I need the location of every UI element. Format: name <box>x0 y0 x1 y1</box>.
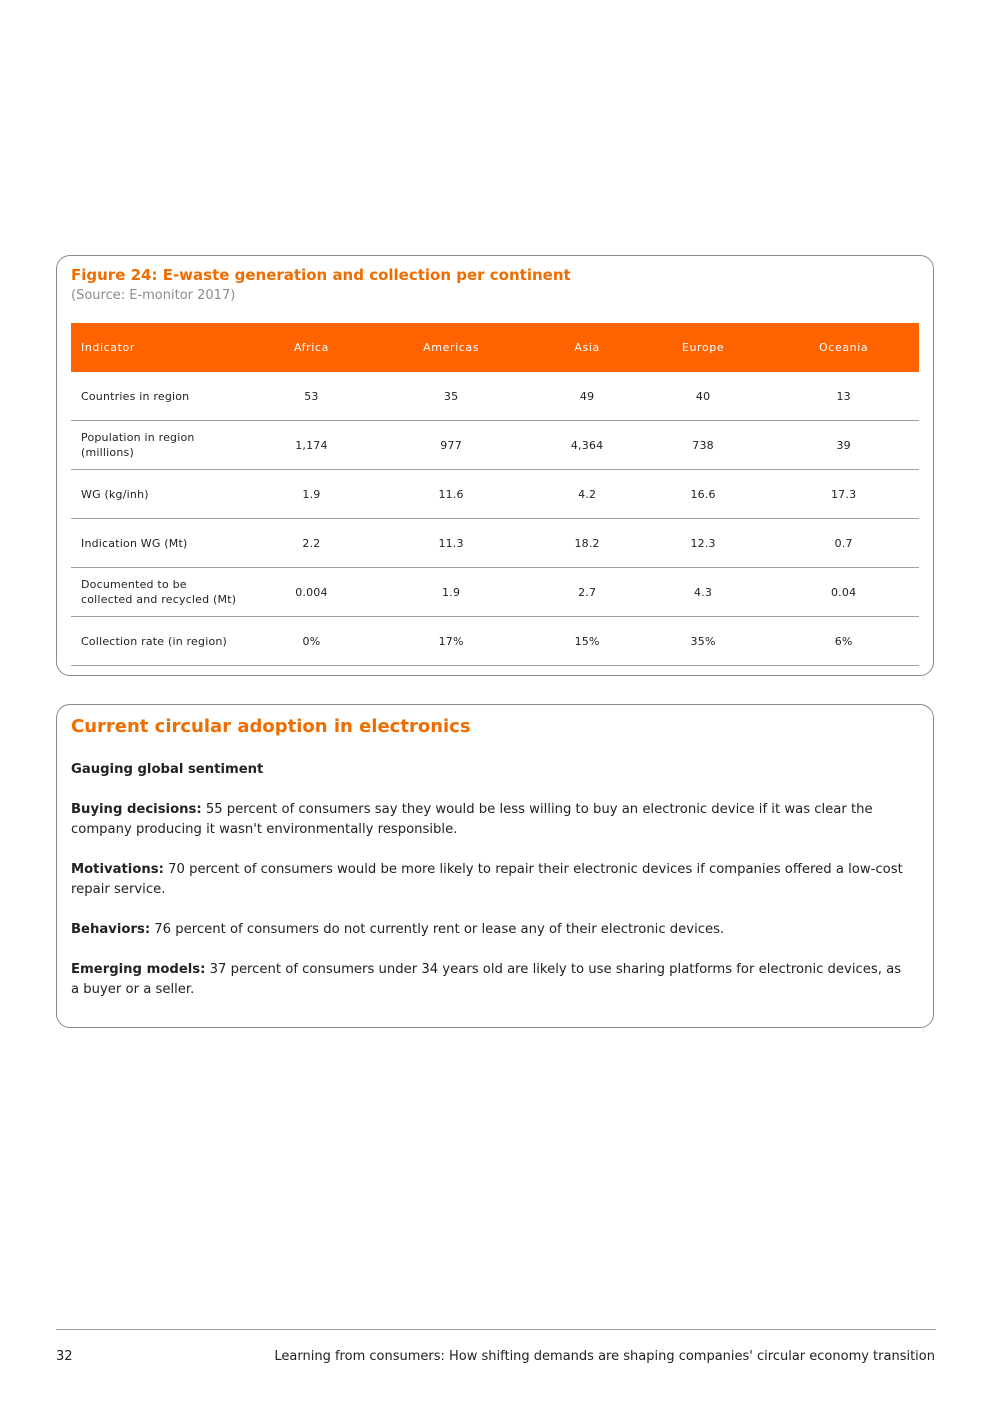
table-cell: 0.04 <box>768 568 919 617</box>
paragraph-text: 37 percent of consumers under 34 years old are likely to use sharing platforms for electronic devices, as a buyer or a seller. <box>71 962 902 997</box>
table-row <box>71 470 919 519</box>
section-body <box>71 760 911 1020</box>
table-cell: 16.6 <box>638 470 768 519</box>
table-row <box>71 372 919 421</box>
table-row <box>71 519 919 568</box>
row-label <box>71 421 257 470</box>
table-cell: 11.3 <box>366 519 536 568</box>
row-label-line: Collection rate (in region) <box>81 634 228 648</box>
row-label-line: Population in region <box>81 431 195 444</box>
table-cell: 35 <box>366 372 536 421</box>
row-label <box>71 519 257 568</box>
table-cell: 17% <box>366 617 536 666</box>
paragraph-lead: Buying decisions: <box>71 802 202 817</box>
paragraph-motivations <box>71 860 911 900</box>
paragraph-text: 70 percent of consumers would be more likely to repair their electronic devices if companies offered a low-cost repair service. <box>71 862 903 897</box>
footer-title: Learning from consumers: How shifting demands are shaping companies' circular economy transition <box>274 1349 935 1364</box>
table-row <box>71 617 919 666</box>
footer-divider <box>56 1329 936 1330</box>
table-cell: 11.6 <box>366 470 536 519</box>
table-cell: 977 <box>366 421 536 470</box>
paragraph-text: 55 percent of consumers say they would be less willing to buy an electronic device if it was clear the company producing it wasn't environmentally responsible. <box>71 802 873 837</box>
col-header-asia: Asia <box>536 323 638 372</box>
ewaste-table <box>71 323 919 666</box>
section-title: Current circular adoption in electronics <box>71 716 471 737</box>
table-cell: 4.3 <box>638 568 768 617</box>
paragraph-lead: Motivations: <box>71 862 164 877</box>
table-cell: 15% <box>536 617 638 666</box>
paragraph-buying-decisions <box>71 800 911 840</box>
paragraph-lead: Emerging models: <box>71 962 206 977</box>
figure-source: (Source: E-monitor 2017) <box>71 288 236 303</box>
table-cell: 13 <box>768 372 919 421</box>
table-cell: 17.3 <box>768 470 919 519</box>
row-label-line: Documented to be <box>81 578 187 591</box>
paragraph-emerging-models <box>71 960 911 1000</box>
table-cell: 0.7 <box>768 519 919 568</box>
section-subtitle: Gauging global sentiment <box>71 762 264 777</box>
row-label <box>71 568 257 617</box>
figure-panel <box>56 255 934 676</box>
paragraph-text: 76 percent of consumers do not currently rent or lease any of their electronic devices. <box>150 922 725 937</box>
table-cell: 4.2 <box>536 470 638 519</box>
table-cell: 1.9 <box>257 470 366 519</box>
col-header-europe: Europe <box>638 323 768 372</box>
table-cell: 0.004 <box>257 568 366 617</box>
table-cell: 1.9 <box>366 568 536 617</box>
table-cell: 738 <box>638 421 768 470</box>
table-cell: 6% <box>768 617 919 666</box>
figure-title: Figure 24: E-waste generation and collection per continent <box>71 266 571 284</box>
table-cell: 0% <box>257 617 366 666</box>
table-cell: 12.3 <box>638 519 768 568</box>
paragraph-lead: Behaviors: <box>71 922 151 937</box>
table-row <box>71 421 919 470</box>
table-cell: 53 <box>257 372 366 421</box>
table-cell: 2.2 <box>257 519 366 568</box>
paragraph-behaviors <box>71 920 911 940</box>
row-label-line: Indication WG (Mt) <box>81 536 188 550</box>
row-label-line: WG (kg/inh) <box>81 487 149 501</box>
col-header-africa: Africa <box>257 323 366 372</box>
row-label <box>71 372 257 421</box>
row-label-line: (millions) <box>81 446 134 459</box>
row-label <box>71 617 257 666</box>
table-cell: 49 <box>536 372 638 421</box>
table-cell: 18.2 <box>536 519 638 568</box>
table-cell: 2.7 <box>536 568 638 617</box>
table-cell: 35% <box>638 617 768 666</box>
col-header-americas: Americas <box>366 323 536 372</box>
row-label-line: Countries in region <box>81 389 190 403</box>
table-header-row <box>71 323 919 372</box>
page-number: 32 <box>56 1349 73 1364</box>
table-row <box>71 568 919 617</box>
row-label <box>71 470 257 519</box>
adoption-panel <box>56 704 934 1028</box>
col-header-indicator: Indicator <box>71 323 257 372</box>
col-header-oceania: Oceania <box>768 323 919 372</box>
table-cell: 40 <box>638 372 768 421</box>
table-cell: 1,174 <box>257 421 366 470</box>
table-cell: 4,364 <box>536 421 638 470</box>
table-cell: 39 <box>768 421 919 470</box>
row-label-line: collected and recycled (Mt) <box>81 593 237 606</box>
